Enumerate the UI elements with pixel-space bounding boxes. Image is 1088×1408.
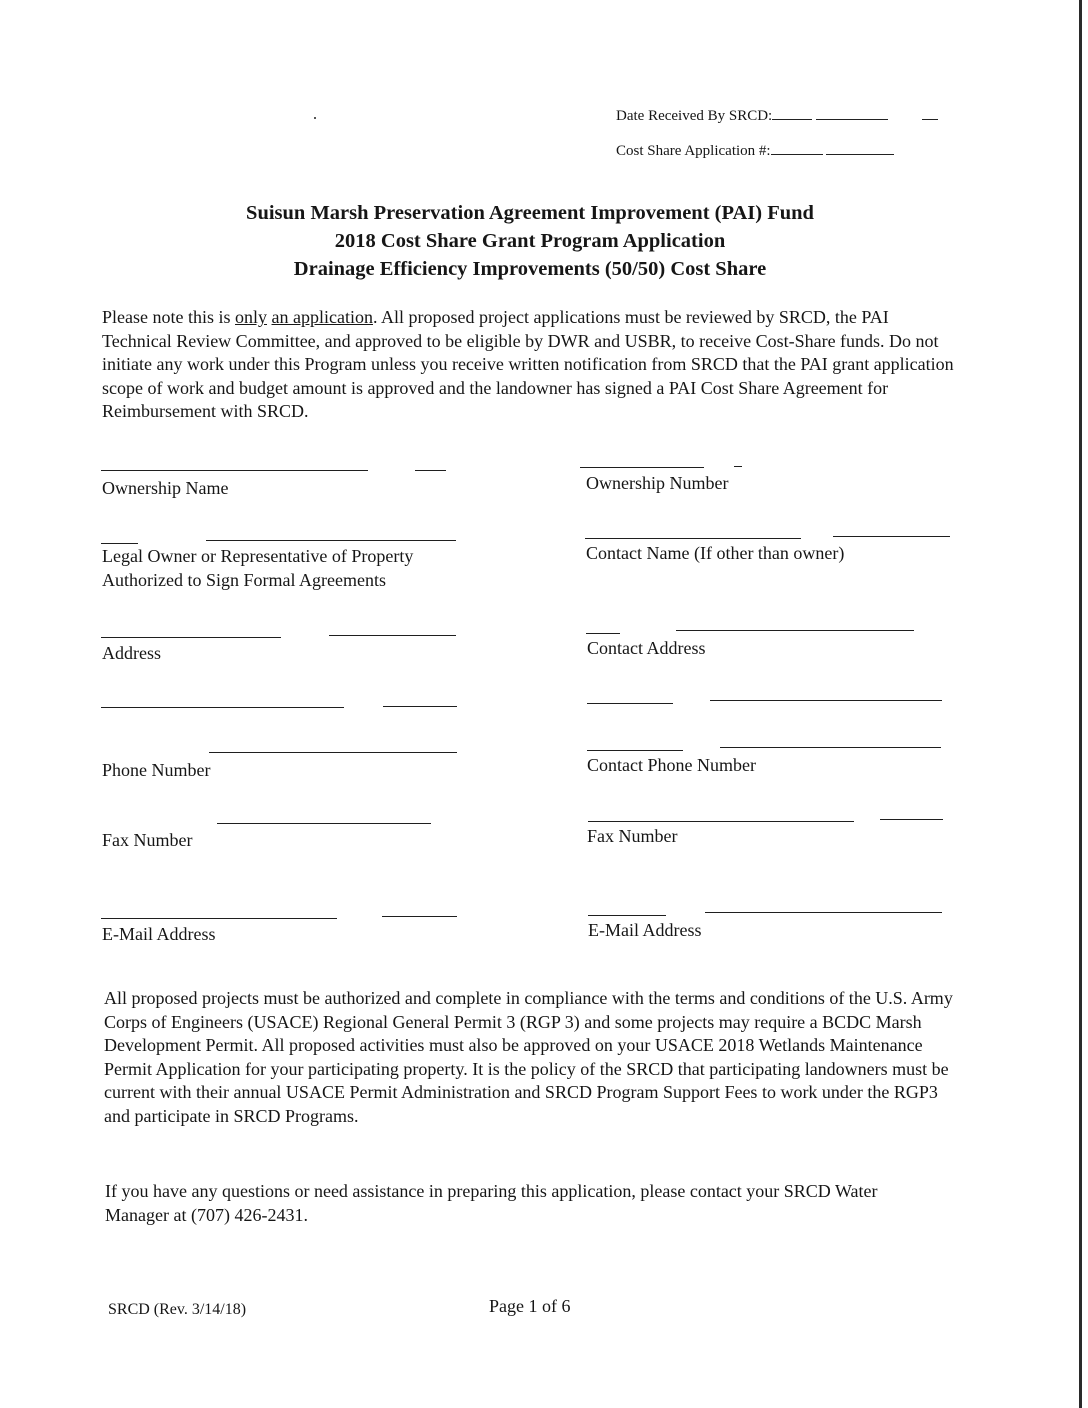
legal-owner-label-2: Authorized to Sign Formal Agreements [102, 570, 386, 590]
ownership-name-line-2[interactable] [415, 470, 446, 471]
legal-owner-label-1: Legal Owner or Representative of Property [102, 546, 414, 566]
contact-name-line-b[interactable] [833, 536, 950, 537]
contact-email-label: E-Mail Address [588, 920, 702, 940]
contact-address-line-2a[interactable] [587, 703, 673, 704]
ownership-name-line[interactable] [101, 470, 368, 471]
email-line-b[interactable] [382, 916, 457, 917]
contact-fax-label: Fax Number [587, 826, 678, 846]
ownership-number-line-tick [734, 466, 742, 467]
ownership-name-label: Ownership Name [102, 478, 229, 498]
scan-edge [1079, 0, 1082, 1408]
contact-name-label: Contact Name (If other than owner) [586, 543, 845, 563]
contact-fax-line-a[interactable] [588, 821, 854, 822]
contact-name-line-a[interactable] [585, 538, 801, 539]
contact-phone-line-b[interactable] [720, 747, 941, 748]
fax-number-line[interactable] [217, 823, 431, 824]
address-line-2b[interactable] [383, 706, 457, 707]
contact-email-line-a[interactable] [588, 915, 666, 916]
address-label: Address [102, 643, 161, 663]
contact-address-line-b[interactable] [676, 630, 914, 631]
fax-number-label: Fax Number [102, 830, 193, 850]
contact-email-line-b[interactable] [705, 912, 942, 913]
contact-address-label: Contact Address [587, 638, 706, 658]
title-line-1: Suisun Marsh Preservation Agreement Improvement (PAI) Fund [246, 202, 814, 224]
address-line-b[interactable] [329, 635, 456, 636]
title-line-2: 2018 Cost Share Grant Program Application [334, 230, 726, 252]
address-line-a[interactable] [101, 637, 281, 638]
contact-phone-label: Contact Phone Number [587, 755, 756, 775]
contact-address-line-2b[interactable] [710, 700, 942, 701]
application-underlined: an application [271, 307, 373, 327]
phone-number-label: Phone Number [102, 760, 211, 780]
contact-phone-line-a[interactable] [587, 750, 683, 751]
date-received-label: Date Received By SRCD: [616, 108, 773, 124]
legal-owner-line-b[interactable] [206, 540, 456, 541]
contact-paragraph: If you have any questions or need assistance in preparing this application, please contact your SRCD Water Manager at (707) 426-2431. [105, 1181, 878, 1225]
email-line-a[interactable] [101, 918, 337, 919]
page-number: Page 1 of 6 [489, 1296, 571, 1316]
application-number-label: Cost Share Application #: [616, 143, 771, 159]
compliance-paragraph: All proposed projects must be authorized and complete in compliance with the terms and conditions of the U.S. Army Corps of Engineers (USACE) Regional General Permit 3 (RGP 3) and some projects may require a BCDC Marsh Development Permit. All proposed activities must also be approved on your USACE 2018 Wetlands Maintenance Permit Application for your participating property. It is the policy of the SRCD that participating landowners must be current with their annual USACE Permit Administration and SRCD Program Support Fees to work under the RGP3 and participate in SRCD Programs. [104, 988, 953, 1126]
title-line-3: Drainage Efficiency Improvements (50/50) Cost Share [293, 258, 767, 280]
date-received-field [616, 108, 938, 125]
only-underlined: only [235, 307, 268, 327]
contact-fax-line-b[interactable] [880, 819, 943, 820]
email-label: E-Mail Address [102, 924, 216, 944]
ownership-number-line[interactable] [580, 467, 704, 468]
contact-address-line-a[interactable] [586, 633, 620, 634]
application-number-field [616, 143, 894, 160]
revision-footer: SRCD (Rev. 3/14/18) [108, 1301, 247, 1318]
ownership-number-label: Ownership Number [586, 473, 729, 493]
intro-paragraph: Please note this is only an application. All proposed project applications must be reviewed by SRCD, the PAI Technical Review Committee, and approved to be eligible by DWR and USBR, to receive Cost-Share funds. Do not initiate any work under this Program unless you receive written notification from SRCD that the PAI grant application scope of work and budget amount is approved and the landowner has signed a PAI Cost Share Agreement for Reimbursement with SRCD. [102, 307, 954, 421]
phone-number-line[interactable] [209, 752, 457, 753]
address-line-2a[interactable] [101, 707, 344, 708]
scan-speck [314, 117, 316, 119]
